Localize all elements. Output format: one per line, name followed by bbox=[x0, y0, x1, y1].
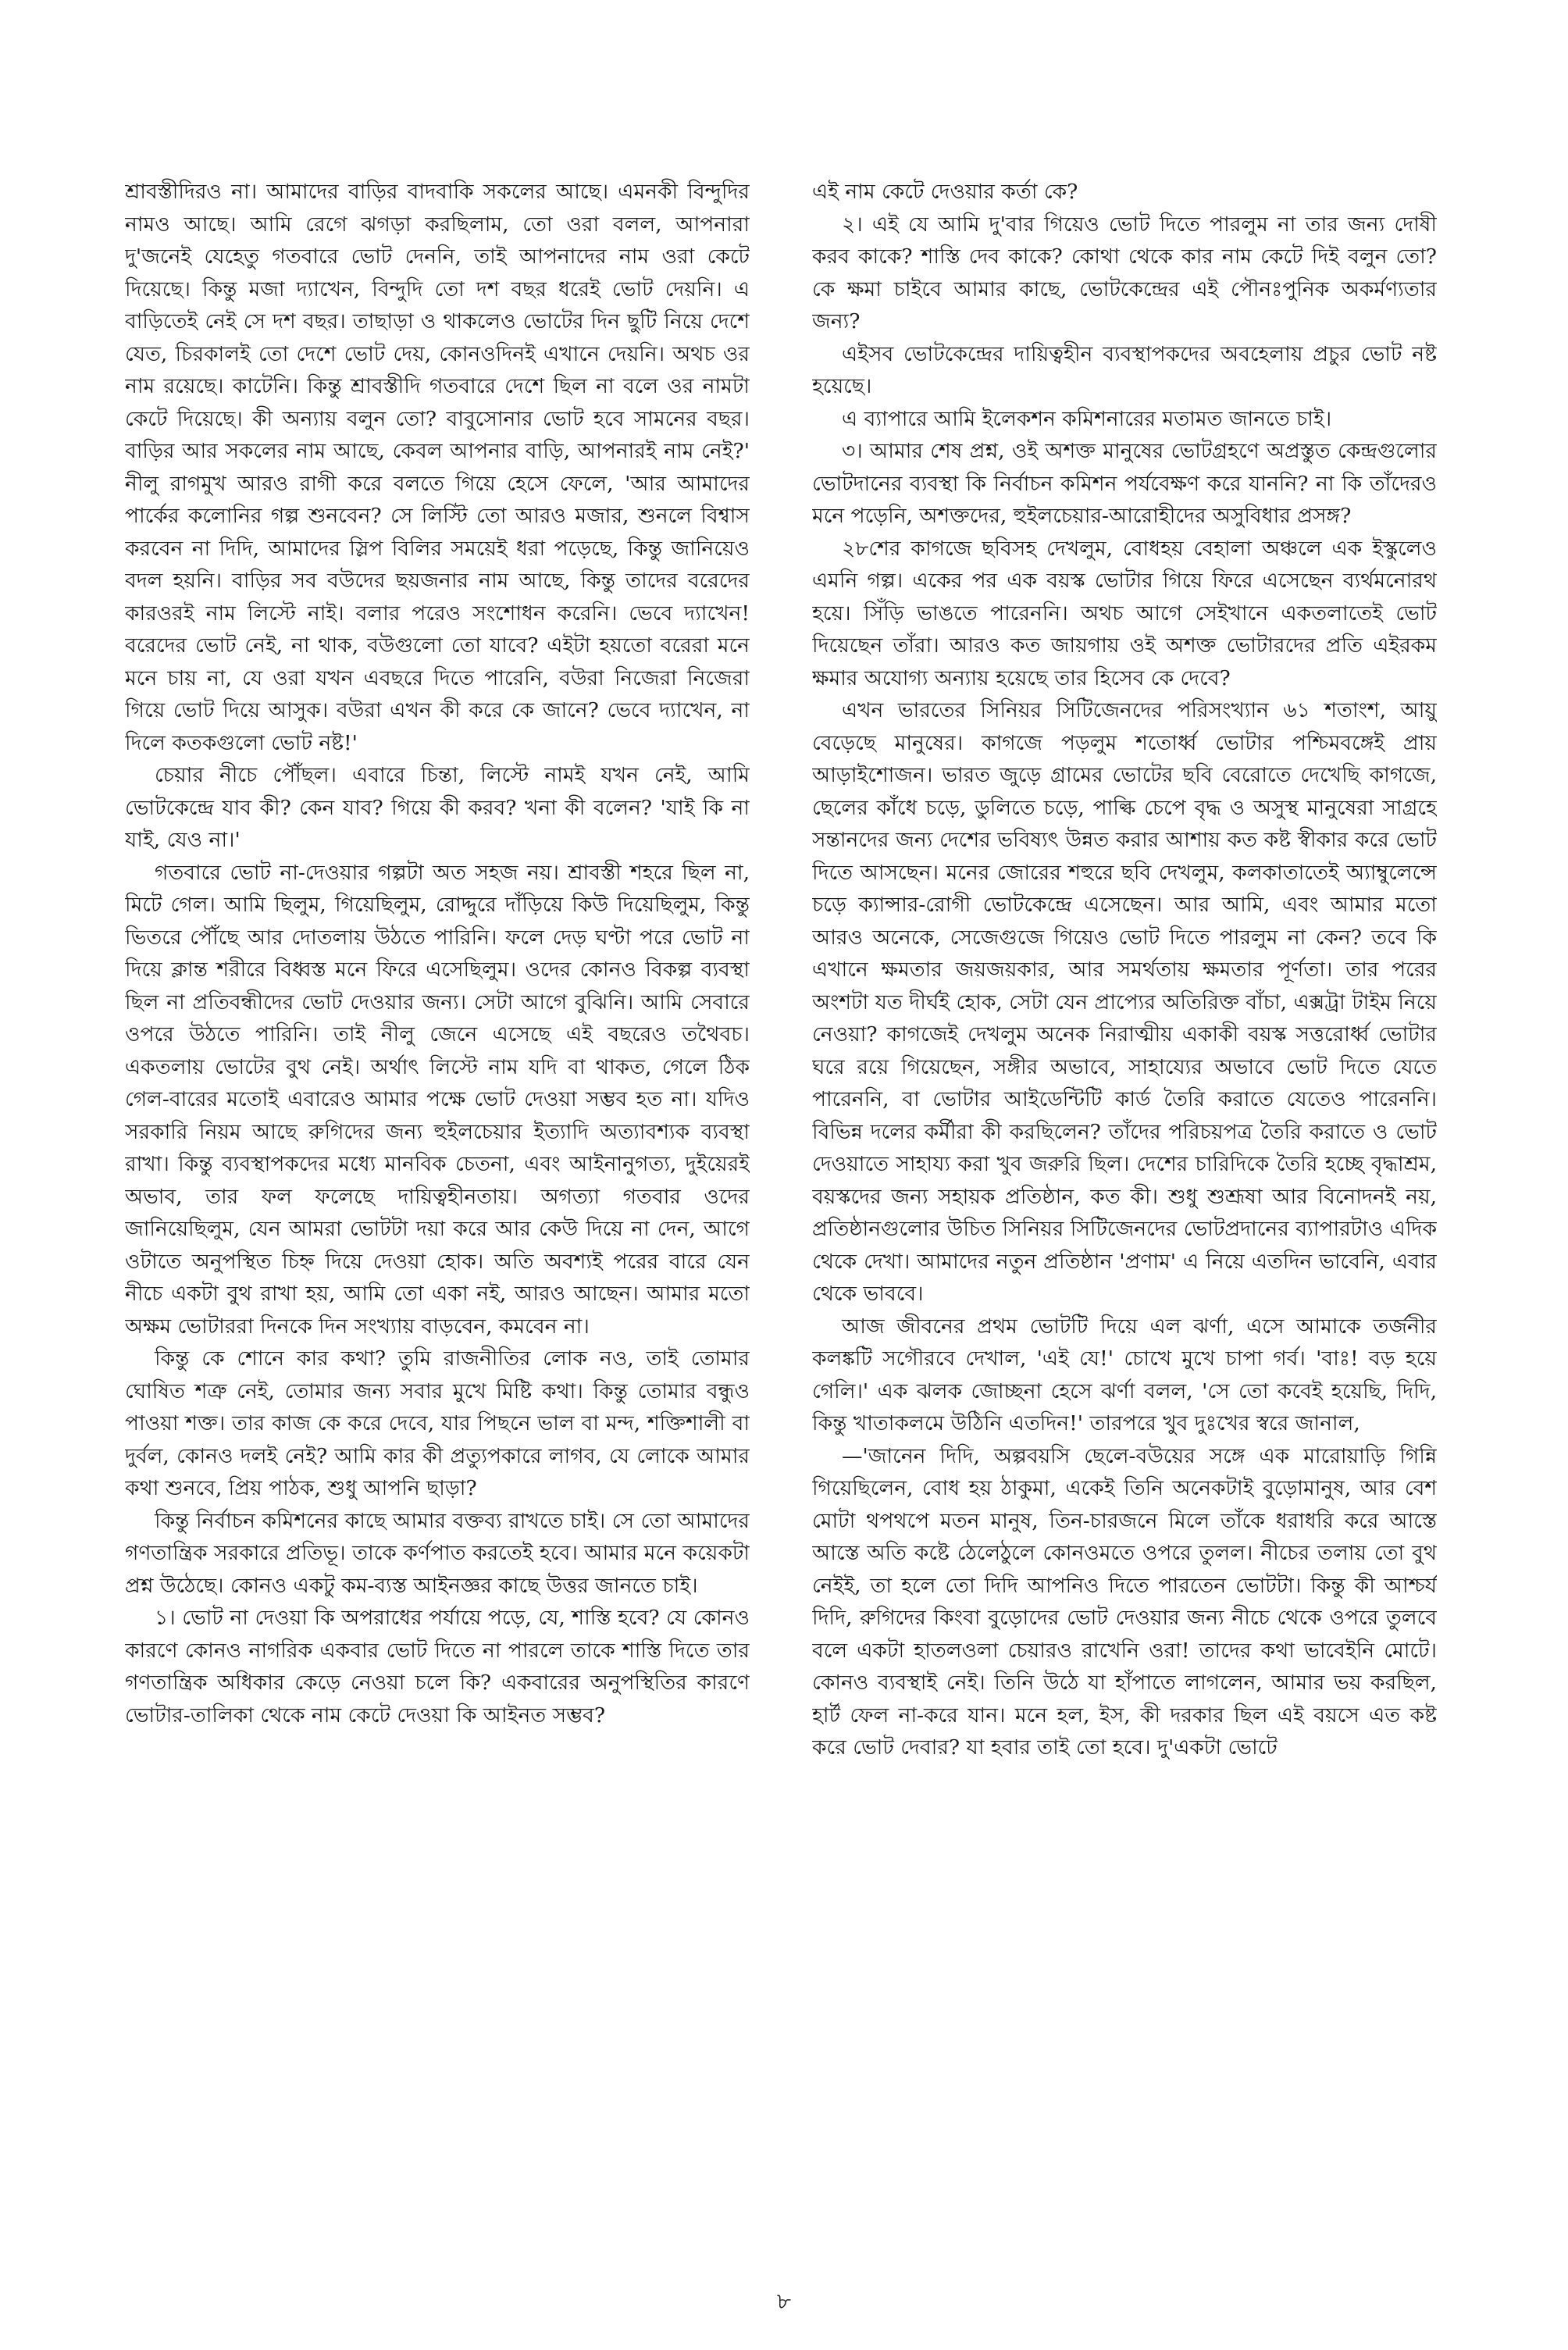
paragraph: ২৮শের কাগজে ছবিসহ দেখলুম, বোধহয় বেহালা অঞ্চলে এক ইস্কুলেও এমনি গল্প। একের পর এক বয়স্ক ভোটার গিয়ে ফিরে এসেছেন ব্যর্থমনোরথ হয়ে। সিঁড়ি ভাঙতে পারেননি। অথচ আগে সেইখানে একতলাতেই ভোট দিয়েছেন তাঁরা। আরও কত জায়গায় ওই অশক্ত ভোটারদের প্রতি এইরকম ক্ষমার অযোগ্য অন্যায় হয়েছে তার হিসেব কে দেবে? bbox=[812, 536, 1437, 690]
paragraph: গতবারে ভোট না-দেওয়ার গল্পটা অত সহজ নয়। শ্রাবস্তী শহরে ছিল না, মিটে গেল। আমি ছিলুম, গিয়েছিলুম, রোদ্দুরে দাঁড়িয়ে কিউ দিয়েছিলুম, কিন্তু ভিতরে পৌঁছে আর দোতলায় উঠতে পারিনি। ফলে দেড় ঘণ্টা পরে ভোট না দিয়ে ক্লান্ত শরীরে বিধ্বস্ত মনে ফিরে এসেছিলুম। ওদের কোনও বিকল্প ব্যবস্থা ছিল না প্রতিবন্ধীদের ভোট দেওয়ার জন্য। সেটা আগে বুঝিনি। আমি সেবারে ওপরে উঠতে পারিনি। তাই নীলু জেনে এসেছে এই বছরেও তথৈবচ। একতলায় ভোটের বুথ নেই। অর্থাৎ লিস্টে নাম যদি বা থাকত, গেলে ঠিক গেল-বারের মতোই এবারেও আমার পক্ষে ভোট দেওয়া সম্ভব হত না। যদিও সরকারি নিয়ম আছে রুগিদের জন্য হুইলচেয়ার ইত্যাদি অত্যাবশ্যক ব্যবস্থা রাখা। কিন্তু ব্যবস্থাপকদের মধ্যে মানবিক চেতনা, এবং আইনানুগত্য, দুইয়েরই অভাব, তার ফল ফলেছে দায়িত্বহীনতায়। অগত্যা গতবার ওদের জানিয়েছিলুম, যেন আমরা ভোটটা দয়া করে আর কেউ দিয়ে না দেন, আগে ওটাতে অনুপস্থিত চিহ্ন দিয়ে দেওয়া হোক। অতি অবশ্যই পরের বারে যেন নীচে একটা বুথ রাখা হয়, আমি তো একা নই, আরও আছেন। আমার মতো অক্ষম ভোটাররা দিনকে দিন সংখ্যায় বাড়বেন, কমবেন না। bbox=[125, 860, 750, 1339]
page-number: ৮ bbox=[776, 2288, 792, 2314]
paragraph: চেয়ার নীচে পৌঁছল। এবারে চিন্তা, লিস্টে নামই যখন নেই, আমি ভোটকেন্দ্রে যাব কী? কেন যাব? গিয়ে কী করব? খনা কী বলেন? 'যাই কি না যাই, যেও না।' bbox=[125, 763, 750, 852]
paragraph: ২। এই যে আমি দু'বার গিয়েও ভোট দিতে পারলুম না তার জন্য দোষী করব কাকে? শাস্তি দেব কাকে? কোথা থেকে কার নাম কেটে দিই বলুন তো? কে ক্ষমা চাইবে আমার কাছে, ভোটকেন্দ্রের এই পৌনঃপুনিক অকর্মণ্যতার জন্য? bbox=[812, 212, 1437, 333]
paragraph: ১। ভোট না দেওয়া কি অপরাধের পর্যায়ে পড়ে, যে, শাস্তি হবে? যে কোনও কারণে কোনও নাগরিক একবার ভোট দিতে না পারলে তাকে শাস্তি দিতে তার গণতান্ত্রিক অধিকার কেড়ে নেওয়া চলে কি? একবারের অনুপস্থিতির কারণে ভোটার-তালিকা থেকে নাম কেটে দেওয়া কি আইনত সম্ভব? bbox=[125, 1606, 750, 1728]
paragraph: এইসব ভোটকেন্দ্রের দায়িত্বহীন ব্যবস্থাপকদের অবহেলায় প্রচুর ভোট নষ্ট হয়েছে। bbox=[812, 341, 1437, 398]
paragraph: কিন্তু নির্বাচন কমিশনের কাছে আমার বক্তব্য রাখতে চাই। সে তো আমাদের গণতান্ত্রিক সরকারে প্রতিভূ। তাকে কর্ণপাত করতেই হবে। আমার মনে কয়েকটা প্রশ্ন উঠেছে। কোনও একটু কম-ব্যস্ত আইনজ্ঞর কাছে উত্তর জানতে চাই। bbox=[125, 1508, 750, 1598]
paragraph: এই নাম কেটে দেওয়ার কর্তা কে? bbox=[812, 180, 1078, 204]
paragraph: আজ জীবনের প্রথম ভোটটি দিয়ে এল ঝর্ণা, এসে আমাকে তর্জনীর কলঙ্কটি সগৌরবে দেখাল, 'এই যে!' চোখে মুখে চাপা গর্ব। 'বাঃ! বড় হয়ে গেলি।' এক ঝলক জোচ্ছনা হেসে ঝর্ণা বলল, 'সে তো কবেই হয়েছি, দিদি, কিন্তু খাতাকলমে উঠিনি এতদিন!' তারপরে খুব দুঃখের স্বরে জানাল, bbox=[812, 1314, 1437, 1435]
left-column bbox=[125, 176, 750, 2238]
right-column bbox=[812, 176, 1437, 2238]
paragraph: শ্রাবস্তীদিরও না। আমাদের বাড়ির বাদবাকি সকলের আছে। এমনকী বিন্দুদির নামও আছে। আমি রেগে ঝগড়া করছিলাম, তো ওরা বলল, আপনারা দু'জনেই যেহেতু গতবারে ভোট দেননি, তাই আপনাদের নাম ওরা কেটে দিয়েছে। কিন্তু মজা দ্যাখেন, বিন্দুদি তো দশ বছর ধরেই ভোট দেয়নি। এ বাড়িতেই নেই সে দশ বছর। তাছাড়া ও থাকলেও ভোটের দিন ছুটি নিয়ে দেশে যেত, চিরকালই তো দেশে ভোট দেয়, কোনওদিনই এখানে দেয়নি। অথচ ওর নাম রয়েছে। কাটেনি। কিন্তু শ্রাবস্তীদি গতবারে দেশে ছিল না বলে ওর নামটা কেটে দিয়েছে। কী অন্যায় বলুন তো? বাবুসোনার ভোট হবে সামনের বছর। বাড়ির আর সকলের নাম আছে, কেবল আপনার বাড়ি, আপনারই নাম নেই?' নীলু রাগমুখ আরও রাগী করে বলতে গিয়ে হেসে ফেলে, 'আর আমাদের পার্কের কলোনির গল্প শুনবেন? সে লিস্টি তো আরও মজার, শুনলে বিশ্বাস করবেন না দিদি, আমাদের স্লিপ বিলির সময়েই ধরা পড়েছে, কিন্তু জানিয়েও বদল হয়নি। বাড়ির সব বউদের ছয়জনার নাম আছে, কিন্তু তাদের বরেদের কারওরই নাম লিস্টে নাই। বলার পরেও সংশোধন করেনি। ভেবে দ্যাখেন! বরেদের ভোট নেই, না থাক, বউগুলো তো যাবে? এইটা হয়তো বরেরা মনে মনে চায় না, যে ওরা যখন এবছরে দিতে পারেনি, বউরা নিজেরা নিজেরা গিয়ে ভোট দিয়ে আসুক। বউরা এখন কী করে কে জানে? ভেবে দ্যাখেন, না দিলে কতকগুলো ভোট নষ্ট!' bbox=[125, 180, 750, 755]
paragraph: এখন ভারতের সিনিয়র সিটিজেনদের পরিসংখ্যান ৬১ শতাংশ, আয়ু বেড়েছে মানুষের। কাগজে পড়লুম শতোর্ধ্ব ভোটার পশ্চিমবঙ্গেই প্রায় আড়াইশোজন। ভারত জুড়ে গ্রামের ভোটের ছবি বেরোতে দেখেছি কাগজে, ছেলের কাঁধে চড়ে, ডুলিতে চড়ে, পাল্কি চেপে বৃদ্ধ ও অসুস্থ মানুষেরা সাগ্রহে সন্তানদের জন্য দেশের ভবিষ্যৎ উন্নত করার আশায় কত কষ্ট স্বীকার করে ভোট দিতে আসছেন। মনের জোরের শহুরে ছবি দেখলুম, কলকাতাতেই অ্যাম্বুলেন্সে চড়ে ক্যান্সার-রোগী ভোটকেন্দ্রে এসেছেন। আর আমি, এবং আমার মতো আরও অনেকে, সেজেগুজে গিয়েও ভোট দিতে পারলুম না কেন? তবে কি এখানে ক্ষমতার জয়জয়কার, আর সমর্থতায় ক্ষমতার পূর্ণতা। তার পরের অংশটা যত দীর্ঘই হোক, সেটা যেন প্রাপ্যের অতিরিক্ত বাঁচা, এক্সট্রা টাইম নিয়ে নেওয়া? কাগজেই দেখলুম অনেক নিরাত্মীয় একাকী বয়স্ক সত্তরোর্ধ্ব ভোটার ঘরে রয়ে গিয়েছেন, সঙ্গীর অভাবে, সাহায্যের অভাবে ভোট দিতে যেতে পারেননি, বা ভোটার আইডেন্টিটি কার্ড তৈরি করাতে যেতেও পারেননি। বিভিন্ন দলের কর্মীরা কী করছিলেন? তাঁদের পরিচয়পত্র তৈরি করাতে ও ভোট দেওয়াতে সাহায্য করা খুব জরুরি ছিল। দেশের চারিদিকে তৈরি হচ্ছে বৃদ্ধাশ্রম, বয়স্কদের জন্য সহায়ক প্রতিষ্ঠান, কত কী। শুধু শুশ্রূষা আর বিনোদনই নয়, প্রতিষ্ঠানগুলোর উচিত সিনিয়র সিটিজেনদের ভোটপ্রদানের ব্যাপারটাও এদিক থেকে দেখা। আমাদের নতুন প্রতিষ্ঠান 'প্রণাম' এ নিয়ে এতদিন ভাবেনি, এবার থেকে ভাববে। bbox=[812, 698, 1437, 1306]
paragraph: —'জানেন দিদি, অল্পবয়সি ছেলে-বউয়ের সঙ্গে এক মারোয়াড়ি গিন্নি গিয়েছিলেন, বোধ হয় ঠাকুমা, একেই তিনি অনেকটাই বুড়োমানুষ, আর বেশ মোটা থপথপে মতন মানুষ, তিন-চারজনে মিলে তাঁকে ধরাধরি করে আস্তে আস্তে অতি কষ্টে ঠেলেঠুলে কোনওমতে ওপরে তুলল। নীচের তলায় তো বুথ নেইই, তা হলে তো দিদি আপনিও দিতে পারতেন ভোটটা। কিন্তু কী আশ্চর্য দিদি, রুগিদের কিংবা বুড়োদের ভোট দেওয়ার জন্য নীচে থেকে ওপরে তুলবে বলে একটা হাতলওলা চেয়ারও রাখেনি ওরা! তাদের কথা ভাবেইনি মোটে। কোনও ব্যবস্থাই নেই। তিনি উঠে যা হাঁপাতে লাগলেন, আমার ভয় করছিল, হার্ট ফেল না-করে যান। মনে হল, ইস, কী দরকার ছিল এই বয়সে এত কষ্ট করে ভোট দেবার? যা হবার তাই তো হবে। দু'একটা ভোটে bbox=[812, 1443, 1437, 1760]
paragraph: কিন্তু কে শোনে কার কথা? তুমি রাজনীতির লোক নও, তাই তোমার ঘোষিত শত্রু নেই, তোমার জন্য সবার মুখে মিষ্টি কথা। কিন্তু তোমার বন্ধুও পাওয়া শক্ত। তার কাজ কে করে দেবে, যার পিছনে ভাল বা মন্দ, শক্তিশালী বা দুর্বল, কোনও দলই নেই? আমি কার কী প্রত্যুপকারে লাগব, যে লোকে আমার কথা শুনবে, প্রিয় পাঠক, শুধু আপনি ছাড়া? bbox=[125, 1346, 750, 1500]
article-page bbox=[125, 176, 1437, 2245]
paragraph: এ ব্যাপারে আমি ইলেকশন কমিশনারের মতামত জানতে চাই। bbox=[842, 406, 1332, 431]
paragraph: ৩। আমার শেষ প্রশ্ন, ওই অশক্ত মানুষের ভোটগ্রহণে অপ্রস্তুত কেন্দ্রগুলোর ভোটদানের ব্যবস্থা কি নির্বাচন কমিশন পর্যবেক্ষণ করে যাননি? না কি তাঁদেরও মনে পড়েনি, অশক্তদের, হুইলচেয়ার-আরোহীদের অসুবিধার প্রসঙ্গ? bbox=[812, 439, 1437, 528]
